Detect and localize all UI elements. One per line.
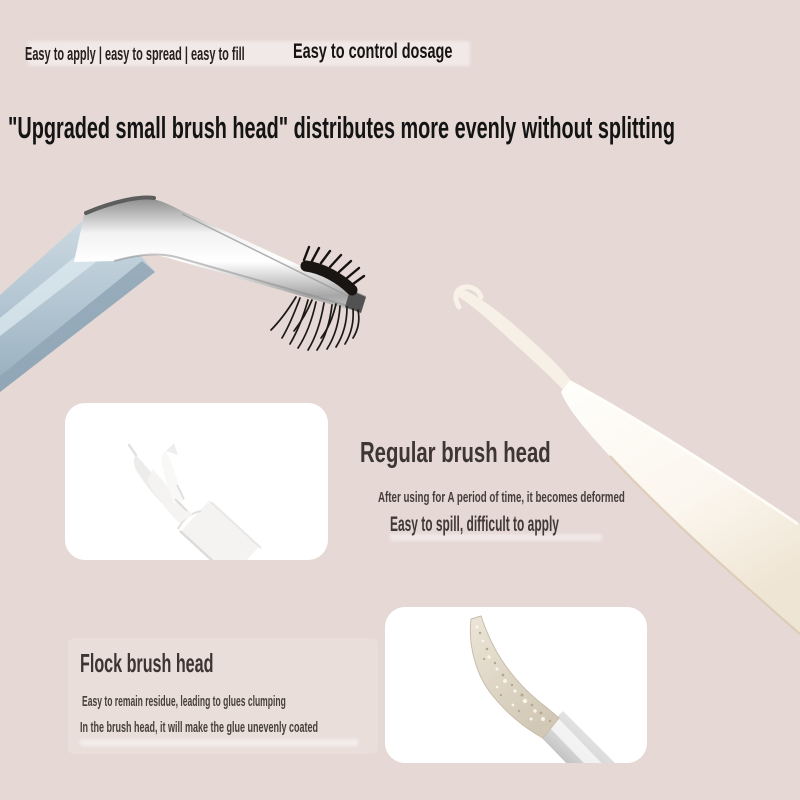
- regular-section-subtitle: After using for A period of time, it becomes deformed: [378, 489, 625, 506]
- tweezers-with-eyelashes-image: [0, 198, 366, 392]
- flock-section-caption: In the brush head, it will make the glue unevenly coated: [80, 719, 319, 736]
- page-title: "Upgraded small brush head" distributes more evenly without splitting: [8, 110, 676, 145]
- flock-section-title: Flock brush head: [80, 648, 214, 678]
- regular-section-caption: Easy to spill, difficult to apply: [390, 513, 559, 536]
- regular-brush-card-image: [65, 403, 328, 560]
- regular-section-title: Regular brush head: [360, 437, 551, 469]
- flock-caption-highlight-band: [80, 739, 358, 746]
- flock-section-subtitle: Easy to remain residue, leading to glues clumping: [82, 693, 286, 710]
- split-brush-head-image: [65, 403, 328, 560]
- tagline-emphasis-text: Easy to control dosage: [293, 40, 453, 63]
- flock-brush-card-image: [385, 607, 647, 763]
- tagline-text: Easy to apply | easy to spread | easy to fill: [25, 44, 245, 64]
- flock-brush-tip-image: [385, 607, 647, 763]
